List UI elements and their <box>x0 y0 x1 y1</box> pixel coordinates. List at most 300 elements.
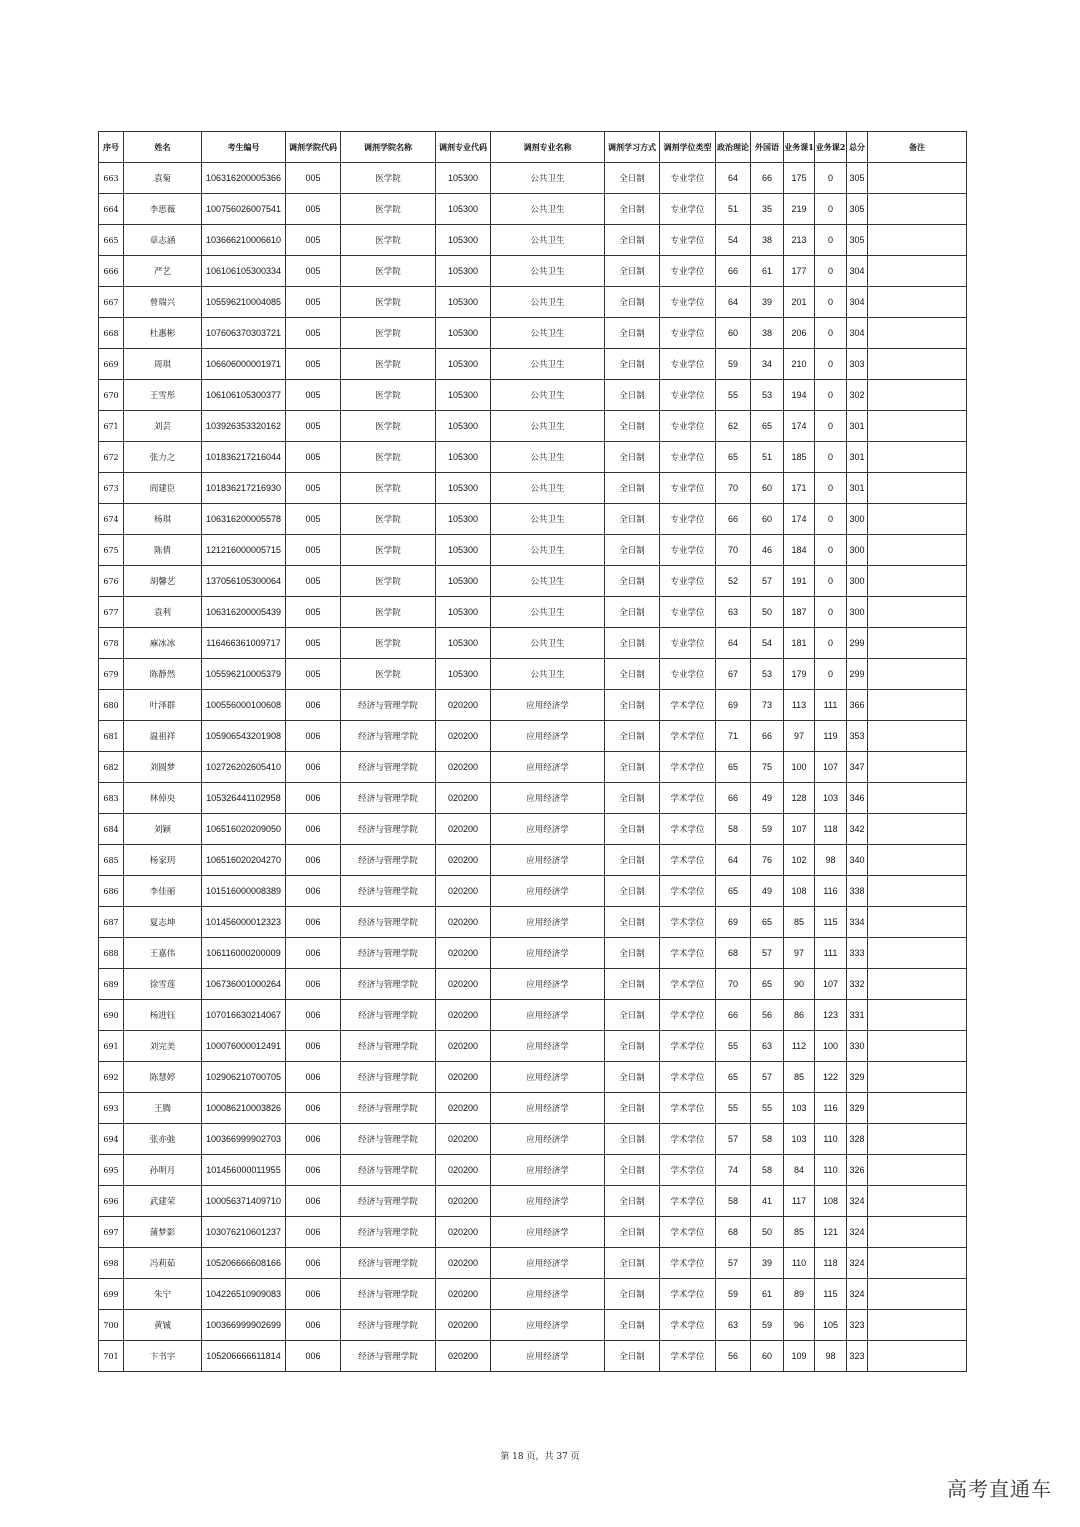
cell-total: 331 <box>847 1000 868 1031</box>
cell-foreign-language: 49 <box>751 876 784 907</box>
cell-seq: 689 <box>99 969 124 1000</box>
cell-college-name: 经济与管理学院 <box>341 1341 436 1372</box>
cell-total: 299 <box>847 628 868 659</box>
cell-remarks <box>868 411 967 442</box>
cell-major-code: 020200 <box>436 845 491 876</box>
cell-politics: 67 <box>716 659 751 690</box>
cell-subject1: 85 <box>784 1217 815 1248</box>
cell-total: 300 <box>847 535 868 566</box>
cell-major-name: 公共卫生 <box>491 597 605 628</box>
cell-subject1: 103 <box>784 1093 815 1124</box>
table-row <box>99 721 967 752</box>
cell-degree-type: 专业学位 <box>660 194 716 225</box>
cell-name: 陈倩 <box>124 535 202 566</box>
cell-subject1: 100 <box>784 752 815 783</box>
cell-college-code: 006 <box>286 1310 341 1341</box>
cell-degree-type: 学术学位 <box>660 1217 716 1248</box>
cell-degree-type: 专业学位 <box>660 473 716 504</box>
cell-subject1: 103 <box>784 1124 815 1155</box>
cell-seq: 699 <box>99 1279 124 1310</box>
cell-remarks <box>868 287 967 318</box>
cell-politics: 68 <box>716 938 751 969</box>
cell-subject2: 122 <box>815 1062 847 1093</box>
cell-major-code: 105300 <box>436 163 491 194</box>
cell-major-code: 020200 <box>436 1093 491 1124</box>
cell-remarks <box>868 1217 967 1248</box>
cell-remarks <box>868 907 967 938</box>
cell-study-mode: 全日制 <box>605 380 660 411</box>
cell-subject1: 107 <box>784 814 815 845</box>
cell-study-mode: 全日制 <box>605 473 660 504</box>
cell-major-name: 应用经济学 <box>491 1217 605 1248</box>
cell-degree-type: 专业学位 <box>660 287 716 318</box>
cell-college-name: 经济与管理学院 <box>341 1186 436 1217</box>
header-subject1: 业务课1 <box>784 132 815 163</box>
cell-subject2: 0 <box>815 566 847 597</box>
cell-college-code: 005 <box>286 194 341 225</box>
cell-major-name: 应用经济学 <box>491 1000 605 1031</box>
cell-college-code: 006 <box>286 1031 341 1062</box>
cell-major-name: 公共卫生 <box>491 659 605 690</box>
cell-exam-id: 103666210006610 <box>202 225 286 256</box>
cell-seq: 671 <box>99 411 124 442</box>
cell-major-code: 105300 <box>436 659 491 690</box>
cell-total: 299 <box>847 659 868 690</box>
cell-college-name: 经济与管理学院 <box>341 1062 436 1093</box>
cell-politics: 56 <box>716 1341 751 1372</box>
cell-subject2: 115 <box>815 1279 847 1310</box>
cell-subject1: 90 <box>784 969 815 1000</box>
cell-subject1: 194 <box>784 380 815 411</box>
table-row <box>99 504 967 535</box>
cell-subject2: 123 <box>815 1000 847 1031</box>
table-row <box>99 566 967 597</box>
cell-major-code: 020200 <box>436 721 491 752</box>
cell-seq: 697 <box>99 1217 124 1248</box>
cell-degree-type: 专业学位 <box>660 163 716 194</box>
cell-politics: 51 <box>716 194 751 225</box>
cell-study-mode: 全日制 <box>605 1279 660 1310</box>
header-total: 总分 <box>847 132 868 163</box>
table-row <box>99 690 967 721</box>
cell-college-name: 医学院 <box>341 535 436 566</box>
cell-remarks <box>868 473 967 504</box>
cell-name: 麻冰冰 <box>124 628 202 659</box>
cell-college-code: 006 <box>286 1155 341 1186</box>
header-degree-type: 调剂学位类型 <box>660 132 716 163</box>
cell-subject1: 206 <box>784 318 815 349</box>
cell-major-name: 公共卫生 <box>491 566 605 597</box>
cell-subject2: 0 <box>815 380 847 411</box>
cell-total: 300 <box>847 597 868 628</box>
cell-total: 353 <box>847 721 868 752</box>
cell-major-name: 应用经济学 <box>491 1124 605 1155</box>
cell-college-code: 005 <box>286 163 341 194</box>
cell-total: 342 <box>847 814 868 845</box>
cell-major-name: 应用经济学 <box>491 1279 605 1310</box>
cell-total: 305 <box>847 194 868 225</box>
cell-college-code: 006 <box>286 1093 341 1124</box>
cell-college-code: 006 <box>286 721 341 752</box>
cell-politics: 64 <box>716 845 751 876</box>
cell-seq: 684 <box>99 814 124 845</box>
cell-name: 张亦弛 <box>124 1124 202 1155</box>
cell-foreign-language: 75 <box>751 752 784 783</box>
cell-study-mode: 全日制 <box>605 1155 660 1186</box>
cell-college-code: 006 <box>286 938 341 969</box>
cell-seq: 663 <box>99 163 124 194</box>
table-row <box>99 1062 967 1093</box>
cell-name: 张力之 <box>124 442 202 473</box>
cell-name: 冯莉茹 <box>124 1248 202 1279</box>
cell-subject2: 98 <box>815 845 847 876</box>
cell-remarks <box>868 721 967 752</box>
cell-politics: 65 <box>716 442 751 473</box>
cell-seq: 673 <box>99 473 124 504</box>
cell-exam-id: 137056105300064 <box>202 566 286 597</box>
cell-major-code: 020200 <box>436 969 491 1000</box>
cell-total: 366 <box>847 690 868 721</box>
cell-college-code: 006 <box>286 1341 341 1372</box>
cell-seq: 664 <box>99 194 124 225</box>
cell-subject2: 0 <box>815 256 847 287</box>
cell-total: 347 <box>847 752 868 783</box>
cell-college-name: 医学院 <box>341 504 436 535</box>
cell-study-mode: 全日制 <box>605 876 660 907</box>
cell-total: 330 <box>847 1031 868 1062</box>
cell-total: 329 <box>847 1062 868 1093</box>
cell-seq: 700 <box>99 1310 124 1341</box>
cell-degree-type: 学术学位 <box>660 1062 716 1093</box>
cell-exam-id: 100086210003826 <box>202 1093 286 1124</box>
cell-foreign-language: 65 <box>751 969 784 1000</box>
cell-foreign-language: 49 <box>751 783 784 814</box>
cell-total: 326 <box>847 1155 868 1186</box>
cell-degree-type: 学术学位 <box>660 1093 716 1124</box>
cell-seq: 680 <box>99 690 124 721</box>
table-row <box>99 752 967 783</box>
cell-remarks <box>868 876 967 907</box>
cell-college-name: 经济与管理学院 <box>341 814 436 845</box>
cell-seq: 685 <box>99 845 124 876</box>
table-row <box>99 938 967 969</box>
cell-seq: 665 <box>99 225 124 256</box>
cell-major-code: 105300 <box>436 380 491 411</box>
cell-seq: 675 <box>99 535 124 566</box>
cell-politics: 54 <box>716 225 751 256</box>
cell-foreign-language: 51 <box>751 442 784 473</box>
cell-exam-id: 101516000008389 <box>202 876 286 907</box>
cell-major-name: 应用经济学 <box>491 1031 605 1062</box>
cell-foreign-language: 56 <box>751 1000 784 1031</box>
cell-name: 刘圆梦 <box>124 752 202 783</box>
cell-study-mode: 全日制 <box>605 1248 660 1279</box>
header-name: 姓名 <box>124 132 202 163</box>
cell-college-name: 经济与管理学院 <box>341 752 436 783</box>
cell-degree-type: 学术学位 <box>660 1279 716 1310</box>
cell-major-name: 公共卫生 <box>491 287 605 318</box>
cell-politics: 62 <box>716 411 751 442</box>
cell-foreign-language: 39 <box>751 287 784 318</box>
cell-degree-type: 学术学位 <box>660 1186 716 1217</box>
cell-major-code: 020200 <box>436 1155 491 1186</box>
cell-politics: 63 <box>716 597 751 628</box>
cell-college-code: 006 <box>286 1248 341 1279</box>
cell-name: 刘颖 <box>124 814 202 845</box>
cell-name: 刘芸 <box>124 411 202 442</box>
cell-subject2: 0 <box>815 225 847 256</box>
cell-subject1: 112 <box>784 1031 815 1062</box>
cell-subject1: 174 <box>784 504 815 535</box>
cell-foreign-language: 54 <box>751 628 784 659</box>
cell-college-name: 经济与管理学院 <box>341 690 436 721</box>
cell-college-name: 医学院 <box>341 442 436 473</box>
cell-name: 周琪 <box>124 349 202 380</box>
cell-remarks <box>868 845 967 876</box>
cell-degree-type: 专业学位 <box>660 256 716 287</box>
cell-subject1: 185 <box>784 442 815 473</box>
cell-remarks <box>868 1093 967 1124</box>
table-row <box>99 256 967 287</box>
cell-total: 324 <box>847 1248 868 1279</box>
cell-total: 301 <box>847 442 868 473</box>
cell-major-name: 应用经济学 <box>491 938 605 969</box>
header-major-code: 调剂专业代码 <box>436 132 491 163</box>
cell-foreign-language: 66 <box>751 163 784 194</box>
cell-college-name: 经济与管理学院 <box>341 1155 436 1186</box>
cell-foreign-language: 50 <box>751 597 784 628</box>
cell-exam-id: 101836217216044 <box>202 442 286 473</box>
cell-college-name: 医学院 <box>341 597 436 628</box>
cell-politics: 58 <box>716 1186 751 1217</box>
cell-foreign-language: 57 <box>751 1062 784 1093</box>
cell-seq: 679 <box>99 659 124 690</box>
cell-remarks <box>868 1062 967 1093</box>
cell-total: 305 <box>847 225 868 256</box>
header-seq: 序号 <box>99 132 124 163</box>
cell-seq: 667 <box>99 287 124 318</box>
cell-major-code: 020200 <box>436 876 491 907</box>
cell-subject1: 179 <box>784 659 815 690</box>
cell-college-name: 经济与管理学院 <box>341 783 436 814</box>
cell-seq: 686 <box>99 876 124 907</box>
cell-total: 334 <box>847 907 868 938</box>
cell-exam-id: 100756026007541 <box>202 194 286 225</box>
cell-foreign-language: 58 <box>751 1155 784 1186</box>
cell-college-name: 经济与管理学院 <box>341 1310 436 1341</box>
cell-seq: 670 <box>99 380 124 411</box>
cell-subject2: 0 <box>815 597 847 628</box>
cell-name: 卞书宇 <box>124 1341 202 1372</box>
table-row <box>99 1341 967 1372</box>
cell-remarks <box>868 318 967 349</box>
cell-exam-id: 106316200005439 <box>202 597 286 628</box>
cell-subject2: 105 <box>815 1310 847 1341</box>
cell-college-code: 006 <box>286 1062 341 1093</box>
watermark-text: 高考直通车 <box>947 1477 1052 1501</box>
cell-college-name: 医学院 <box>341 256 436 287</box>
cell-exam-id: 106516020209050 <box>202 814 286 845</box>
cell-degree-type: 学术学位 <box>660 1155 716 1186</box>
cell-college-code: 006 <box>286 845 341 876</box>
cell-college-code: 005 <box>286 659 341 690</box>
cell-foreign-language: 65 <box>751 411 784 442</box>
cell-study-mode: 全日制 <box>605 938 660 969</box>
cell-politics: 68 <box>716 1217 751 1248</box>
cell-major-code: 105300 <box>436 473 491 504</box>
cell-major-code: 020200 <box>436 1124 491 1155</box>
admission-table <box>98 131 967 1372</box>
cell-total: 301 <box>847 411 868 442</box>
cell-study-mode: 全日制 <box>605 1093 660 1124</box>
cell-exam-id: 101836217216930 <box>202 473 286 504</box>
cell-exam-id: 107606370303721 <box>202 318 286 349</box>
cell-subject2: 108 <box>815 1186 847 1217</box>
cell-foreign-language: 53 <box>751 659 784 690</box>
table-row <box>99 1217 967 1248</box>
table-row <box>99 163 967 194</box>
cell-college-name: 经济与管理学院 <box>341 969 436 1000</box>
cell-name: 徐雪莲 <box>124 969 202 1000</box>
cell-college-code: 006 <box>286 1000 341 1031</box>
cell-major-code: 020200 <box>436 1062 491 1093</box>
cell-college-code: 005 <box>286 566 341 597</box>
cell-study-mode: 全日制 <box>605 845 660 876</box>
cell-college-name: 医学院 <box>341 225 436 256</box>
cell-college-name: 医学院 <box>341 194 436 225</box>
cell-study-mode: 全日制 <box>605 1031 660 1062</box>
cell-major-name: 应用经济学 <box>491 1186 605 1217</box>
cell-college-code: 006 <box>286 1186 341 1217</box>
cell-total: 338 <box>847 876 868 907</box>
cell-major-code: 105300 <box>436 318 491 349</box>
cell-exam-id: 105206666608166 <box>202 1248 286 1279</box>
cell-remarks <box>868 597 967 628</box>
cell-politics: 66 <box>716 783 751 814</box>
cell-degree-type: 学术学位 <box>660 783 716 814</box>
cell-seq: 695 <box>99 1155 124 1186</box>
cell-study-mode: 全日制 <box>605 411 660 442</box>
cell-degree-type: 学术学位 <box>660 1124 716 1155</box>
table-row <box>99 1155 967 1186</box>
cell-subject1: 219 <box>784 194 815 225</box>
cell-name: 林倬央 <box>124 783 202 814</box>
cell-name: 刘完美 <box>124 1031 202 1062</box>
table-row <box>99 814 967 845</box>
cell-subject2: 0 <box>815 318 847 349</box>
table-row <box>99 411 967 442</box>
cell-remarks <box>868 1031 967 1062</box>
cell-name: 温祖祥 <box>124 721 202 752</box>
table-row <box>99 907 967 938</box>
cell-study-mode: 全日制 <box>605 597 660 628</box>
cell-major-name: 应用经济学 <box>491 1341 605 1372</box>
cell-subject2: 115 <box>815 907 847 938</box>
cell-college-code: 006 <box>286 752 341 783</box>
cell-major-name: 应用经济学 <box>491 876 605 907</box>
cell-major-name: 应用经济学 <box>491 1093 605 1124</box>
cell-college-name: 经济与管理学院 <box>341 1000 436 1031</box>
cell-seq: 678 <box>99 628 124 659</box>
table-row <box>99 318 967 349</box>
table-row <box>99 969 967 1000</box>
table-row <box>99 876 967 907</box>
cell-politics: 55 <box>716 1093 751 1124</box>
cell-major-code: 105300 <box>436 566 491 597</box>
cell-major-name: 公共卫生 <box>491 349 605 380</box>
cell-foreign-language: 38 <box>751 225 784 256</box>
cell-college-code: 005 <box>286 349 341 380</box>
cell-foreign-language: 57 <box>751 566 784 597</box>
cell-subject2: 0 <box>815 287 847 318</box>
cell-name: 黄铖 <box>124 1310 202 1341</box>
cell-name: 孙明月 <box>124 1155 202 1186</box>
cell-remarks <box>868 1310 967 1341</box>
cell-major-code: 105300 <box>436 442 491 473</box>
cell-study-mode: 全日制 <box>605 225 660 256</box>
cell-subject2: 0 <box>815 194 847 225</box>
table-row <box>99 783 967 814</box>
cell-college-name: 医学院 <box>341 380 436 411</box>
cell-major-code: 105300 <box>436 504 491 535</box>
cell-degree-type: 专业学位 <box>660 597 716 628</box>
cell-subject2: 118 <box>815 1248 847 1279</box>
cell-degree-type: 学术学位 <box>660 690 716 721</box>
cell-foreign-language: 61 <box>751 256 784 287</box>
cell-remarks <box>868 349 967 380</box>
cell-remarks <box>868 163 967 194</box>
cell-subject1: 128 <box>784 783 815 814</box>
cell-study-mode: 全日制 <box>605 1341 660 1372</box>
table-row <box>99 659 967 690</box>
cell-subject2: 107 <box>815 969 847 1000</box>
cell-major-name: 应用经济学 <box>491 845 605 876</box>
cell-name: 王嘉伟 <box>124 938 202 969</box>
cell-politics: 64 <box>716 628 751 659</box>
cell-subject2: 98 <box>815 1341 847 1372</box>
cell-politics: 52 <box>716 566 751 597</box>
cell-total: 346 <box>847 783 868 814</box>
cell-politics: 64 <box>716 163 751 194</box>
cell-total: 304 <box>847 287 868 318</box>
table-row <box>99 1186 967 1217</box>
cell-remarks <box>868 1279 967 1310</box>
cell-college-code: 006 <box>286 907 341 938</box>
cell-college-code: 006 <box>286 783 341 814</box>
cell-politics: 69 <box>716 907 751 938</box>
cell-seq: 693 <box>99 1093 124 1124</box>
cell-degree-type: 专业学位 <box>660 628 716 659</box>
cell-degree-type: 专业学位 <box>660 504 716 535</box>
cell-major-name: 应用经济学 <box>491 752 605 783</box>
cell-name: 杨家玥 <box>124 845 202 876</box>
cell-college-code: 005 <box>286 504 341 535</box>
cell-exam-id: 106516020204270 <box>202 845 286 876</box>
cell-degree-type: 学术学位 <box>660 907 716 938</box>
cell-subject1: 108 <box>784 876 815 907</box>
cell-study-mode: 全日制 <box>605 783 660 814</box>
cell-remarks <box>868 752 967 783</box>
cell-degree-type: 学术学位 <box>660 814 716 845</box>
cell-politics: 57 <box>716 1124 751 1155</box>
cell-degree-type: 专业学位 <box>660 411 716 442</box>
table-row <box>99 1000 967 1031</box>
cell-remarks <box>868 814 967 845</box>
cell-major-code: 105300 <box>436 287 491 318</box>
table-row <box>99 194 967 225</box>
cell-degree-type: 专业学位 <box>660 349 716 380</box>
cell-subject1: 201 <box>784 287 815 318</box>
